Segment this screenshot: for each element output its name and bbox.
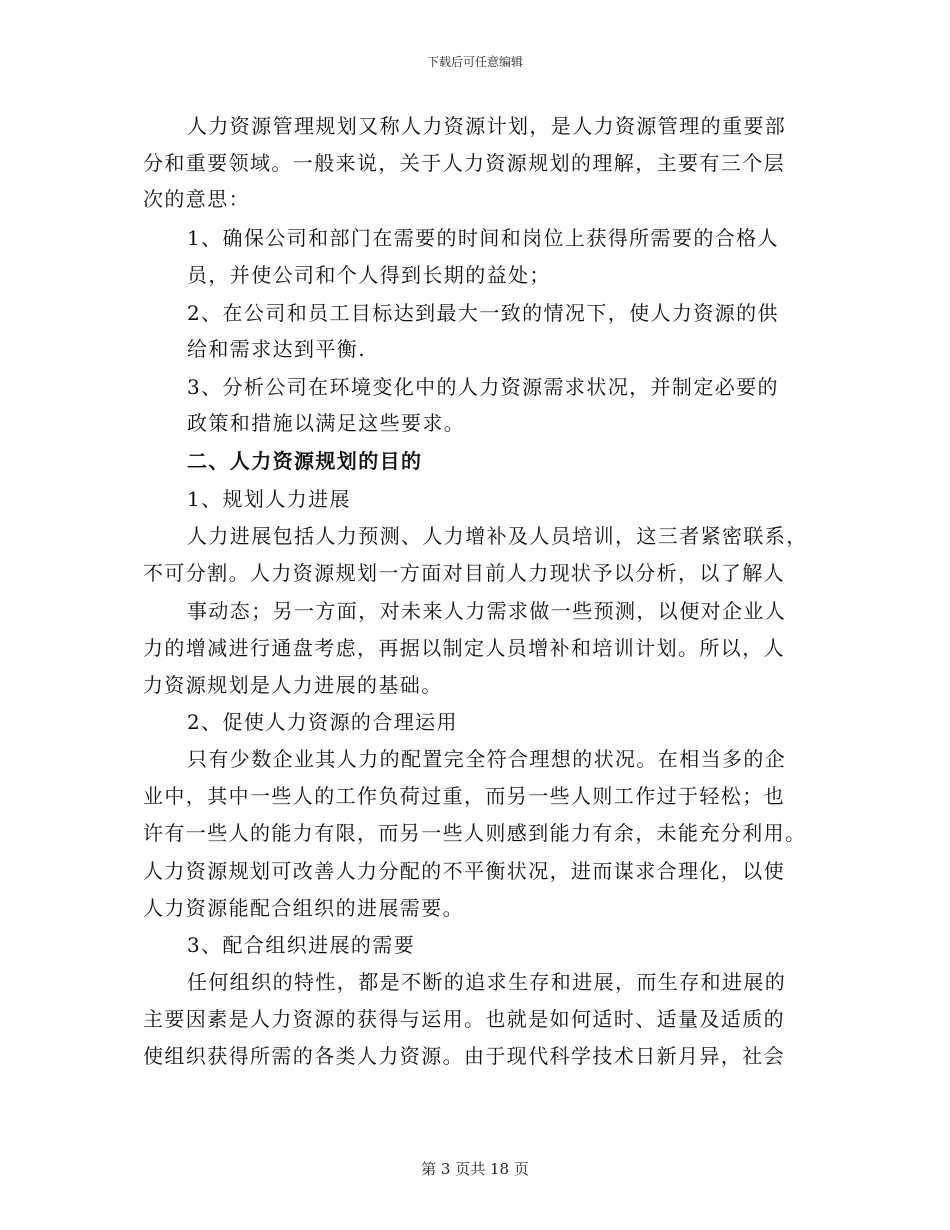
section-heading: 二、人力资源规划的目的 [187, 449, 423, 473]
paragraph-line: 使组织获得所需的各类人力资源。由于现代科学技术日新月异，社会 [143, 1044, 785, 1068]
subsection-heading: 3、配合组织进展的需要 [187, 933, 416, 957]
paragraph-line: 分和重要领域。一般来说，关于人力资源规划的理解，主要有三个层 [143, 151, 785, 175]
list-item: 1、确保公司和部门在需要的时间和岗位上获得所需要的合格人 [187, 226, 779, 250]
paragraph-line: 人力资源管理规划又称人力资源计划，是人力资源管理的重要部 [187, 114, 787, 138]
subsection-heading: 1、规划人力进展 [187, 487, 351, 511]
page-footer: 第 3 页共 18 页 [421, 1160, 529, 1178]
paragraph-line: 人力资源规划可改善人力分配的不平衡状况，进而谋求合理化，以使 [143, 859, 785, 883]
paragraph-line: 次的意思： [143, 187, 250, 211]
paragraph-line: 政策和措施以满足这些要求。 [187, 411, 466, 435]
paragraph-line: 任何组织的特性，都是不断的追求生存和进展，而生存和进展的 [187, 970, 787, 994]
paragraph-line: 人力资源能配合组织的进展需要。 [143, 896, 464, 920]
paragraph-line: 不可分割。人力资源规划一方面对目前人力现状予以分析，以了解人 [143, 561, 785, 585]
paragraph-line: 员，并使公司和个人得到长期的益处； [187, 263, 551, 287]
list-item: 3、分析公司在环境变化中的人力资源需求状况，并制定必要的 [187, 375, 779, 399]
paragraph-line: 只有少数企业其人力的配置完全符合理想的状况。在相当多的企 [187, 747, 787, 771]
paragraph-line: 人力进展包括人力预测、人力增补及人员培训，这三者紧密联系， [187, 524, 808, 548]
paragraph-line: 许有一些人的能力有限，而另一些人则感到能力有余，未能充分利用。 [143, 821, 807, 845]
paragraph-line: 事动态；另一方面，对未来人力需求做一些预测，以便对企业人 [187, 599, 787, 623]
subsection-heading: 2、促使人力资源的合理运用 [187, 710, 458, 734]
paragraph-line: 业中，其中一些人的工作负荷过重，而另一些人则工作过于轻松；也 [143, 784, 785, 808]
paragraph-line: 力资源规划是人力进展的基础。 [143, 673, 443, 697]
paragraph-line: 力的增减进行通盘考虑，再据以制定人员增补和培训计划。所以，人 [143, 636, 785, 660]
paragraph-line: 给和需求达到平衡. [187, 337, 366, 361]
page-header: 下载后可任意编辑 [426, 55, 523, 69]
paragraph-line: 主要因素是人力资源的获得与运用。也就是如何适时、适量及适质的 [143, 1007, 785, 1031]
list-item: 2、在公司和员工目标达到最大一致的情况下，使人力资源的供 [187, 301, 779, 325]
